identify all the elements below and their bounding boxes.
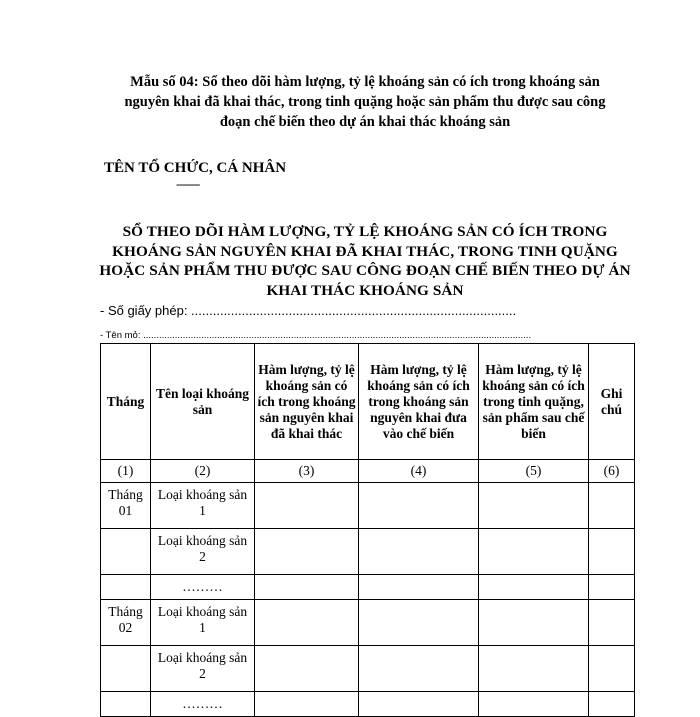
month-cell bbox=[101, 529, 151, 575]
empty-cell[interactable] bbox=[255, 646, 359, 692]
header-month: Tháng bbox=[101, 344, 151, 460]
mineral-cell: ……… bbox=[151, 575, 255, 600]
empty-cell[interactable] bbox=[589, 575, 635, 600]
empty-cell[interactable] bbox=[359, 529, 479, 575]
header-content-processing: Hàm lượng, tỷ lệ khoáng sản có ích trong khoáng sản nguyên khai đưa vào chế biến bbox=[359, 344, 479, 460]
month-cell bbox=[101, 575, 151, 600]
column-number: (4) bbox=[359, 460, 479, 483]
month-cell bbox=[101, 692, 151, 717]
empty-cell[interactable] bbox=[589, 483, 635, 529]
mine-name-field: - Tên mỏ: ................................................................................................................................................... bbox=[100, 330, 532, 341]
empty-cell[interactable] bbox=[589, 646, 635, 692]
column-number-row bbox=[101, 460, 635, 483]
empty-cell[interactable] bbox=[255, 483, 359, 529]
header-mineral-type: Tên loại khoáng sản bbox=[151, 344, 255, 460]
table-row bbox=[101, 692, 635, 717]
empty-cell[interactable] bbox=[255, 600, 359, 646]
column-number: (2) bbox=[151, 460, 255, 483]
month-cell: Tháng 02 bbox=[101, 600, 151, 646]
column-number: (5) bbox=[479, 460, 589, 483]
org-underline: ------- bbox=[176, 176, 200, 191]
org-name: TÊN TỔ CHỨC, CÁ NHÂN bbox=[104, 160, 287, 176]
empty-cell[interactable] bbox=[359, 692, 479, 717]
empty-cell[interactable] bbox=[359, 575, 479, 600]
month-cell: Tháng 01 bbox=[101, 483, 151, 529]
tracking-table bbox=[100, 343, 635, 717]
empty-cell[interactable] bbox=[255, 575, 359, 600]
mineral-cell: Loại khoáng sản 1 bbox=[151, 600, 255, 646]
mineral-cell: Loại khoáng sản 2 bbox=[151, 646, 255, 692]
header-content-mined: Hàm lượng, tỷ lệ khoáng sản có ích trong khoáng sản nguyên khai đã khai thác bbox=[255, 344, 359, 460]
month-cell bbox=[101, 646, 151, 692]
empty-cell[interactable] bbox=[359, 600, 479, 646]
book-title: SỔ THEO DÕI HÀM LƯỢNG, TỶ LỆ KHOÁNG SẢN CÓ ÍCH TRONG KHOÁNG SẢN NGUYÊN KHAI ĐÃ KHAI THÁC, TRONG TINH QUẶNG HOẶC SẢN PHẨM THU ĐƯỢC SAU CÔNG ĐOẠN CHẾ BIẾN THEO DỰ ÁN KHAI THÁC KHOÁNG SẢN bbox=[99, 223, 631, 299]
table-row bbox=[101, 575, 635, 600]
permit-field: - Số giấy phép: .......................................................................................... bbox=[100, 303, 517, 318]
header-content-product: Hàm lượng, tỷ lệ khoáng sản có ích trong tinh quặng, sản phẩm sau chế biến bbox=[479, 344, 589, 460]
table-header-row bbox=[101, 344, 635, 460]
empty-cell[interactable] bbox=[255, 692, 359, 717]
column-number: (3) bbox=[255, 460, 359, 483]
table-row bbox=[101, 483, 635, 529]
empty-cell[interactable] bbox=[589, 600, 635, 646]
table-row bbox=[101, 600, 635, 646]
empty-cell[interactable] bbox=[589, 529, 635, 575]
empty-cell[interactable] bbox=[359, 646, 479, 692]
table-row bbox=[101, 646, 635, 692]
mineral-cell: Loại khoáng sản 2 bbox=[151, 529, 255, 575]
empty-cell[interactable] bbox=[255, 529, 359, 575]
mineral-cell: Loại khoáng sản 1 bbox=[151, 483, 255, 529]
empty-cell[interactable] bbox=[479, 692, 589, 717]
table-row bbox=[101, 529, 635, 575]
empty-cell[interactable] bbox=[589, 692, 635, 717]
empty-cell[interactable] bbox=[479, 529, 589, 575]
empty-cell[interactable] bbox=[479, 646, 589, 692]
column-number: (1) bbox=[101, 460, 151, 483]
form-title: Mẫu số 04: Sổ theo dõi hàm lượng, tỷ lệ khoáng sản có ích trong khoáng sản nguyên khai đã khai thác, trong tinh quặng hoặc sản phẩm thu được sau công đoạn chế biến theo dự án khai thác khoáng sản bbox=[124, 74, 606, 130]
header-note: Ghi chú bbox=[589, 344, 635, 460]
empty-cell[interactable] bbox=[359, 483, 479, 529]
mineral-cell: ……… bbox=[151, 692, 255, 717]
empty-cell[interactable] bbox=[479, 483, 589, 529]
column-number: (6) bbox=[589, 460, 635, 483]
empty-cell[interactable] bbox=[479, 575, 589, 600]
empty-cell[interactable] bbox=[479, 600, 589, 646]
